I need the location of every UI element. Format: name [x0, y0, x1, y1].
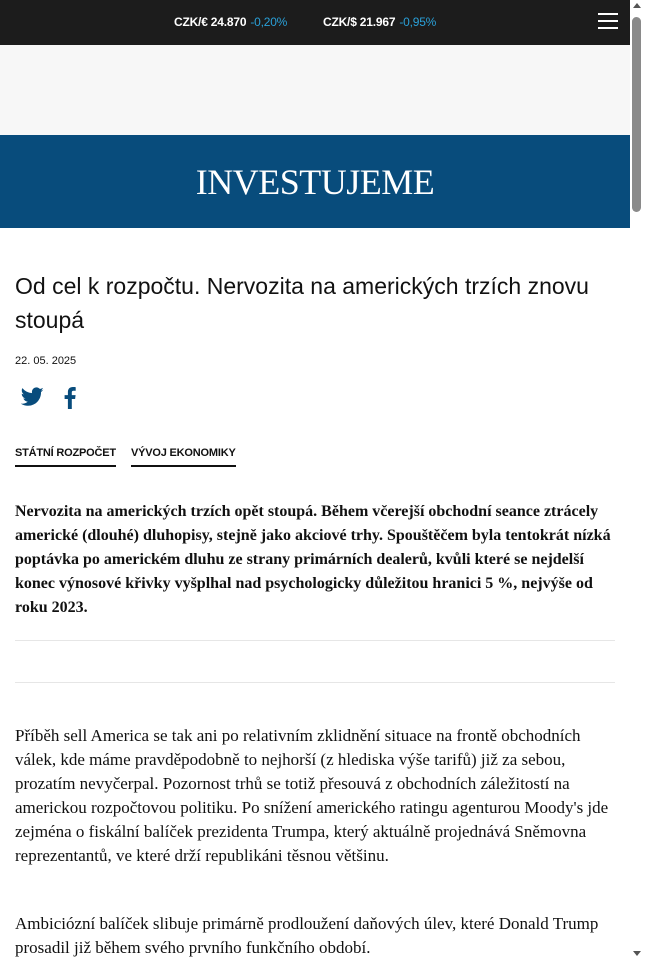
site-logo[interactable]: INVESTUJEME — [195, 161, 435, 202]
scroll-up-arrow-icon[interactable] — [633, 3, 641, 8]
brand-banner — [0, 135, 630, 228]
divider — [15, 640, 615, 641]
hamburger-icon[interactable] — [598, 13, 618, 31]
scrollbar[interactable] — [630, 0, 645, 961]
tag-statni-rozpocet[interactable]: STÁTNÍ ROZPOČET — [15, 447, 116, 467]
rate-usd-change: -0,95% — [399, 15, 437, 29]
rate-eur-label: CZK/€ 24.870 — [174, 15, 247, 29]
ad-placeholder — [0, 45, 630, 135]
rate-eur-change: -0,20% — [250, 15, 288, 29]
article-title: Od cel k rozpočtu. Nervozita na amerických trzích znovu stoupá — [15, 273, 589, 333]
article-paragraph: Příběh sell America se tak ani po relativním zklidnění situace na frontě obchodních válek, kde máme pravděpodobně to nejhorší (z hlediska výše tarifů) již za sebou, prozatím nevyčerpal. Pozornost trhů se totiž přesouvá z obchodních záležitostí na americkou rozpočtovou politiku. Po snížení amerického ratingu agenturou Moody's jde zejména o fiskální balíček prezidenta Trumpa, který aktuálně projednává Sněmovna reprezentantů, ve které drží republikáni těsnou většinu. — [15, 726, 609, 865]
article-date: 22. 05. 2025 — [15, 355, 77, 367]
article-paragraph: Ambiciózní balíček slibuje primárně prodloužení daňových úlev, které Donald Trump prosadil již během svého prvního funkčního období. — [15, 914, 599, 957]
divider — [15, 682, 615, 683]
facebook-icon[interactable] — [64, 387, 76, 414]
scrollbar-thumb[interactable] — [632, 17, 641, 212]
twitter-icon[interactable] — [21, 387, 44, 412]
rate-usd — [323, 15, 436, 29]
scroll-down-arrow-icon[interactable] — [633, 951, 641, 956]
tag-vyvoj-ekonomiky[interactable]: VÝVOJ EKONOMIKY — [131, 447, 236, 467]
top-ticker-bar — [0, 0, 630, 45]
rate-usd-label: CZK/$ 21.967 — [323, 15, 396, 29]
article-lead: Nervozita na amerických trzích opět stoupá. Během včerejší obchodní seance ztrácely americké (dlouhé) dluhopisy, stejně jako akciové trhy. Spouštěčem byla tentokrát nízká poptávka po americkém dluhu ze strany primárních dealerů, kvůli které se nejdelší konec výnosové křivky vyšplhal nad psychologicky důležitou hranici 5 %, nejvýše od roku 2023. — [15, 503, 611, 616]
rate-eur — [174, 15, 287, 29]
